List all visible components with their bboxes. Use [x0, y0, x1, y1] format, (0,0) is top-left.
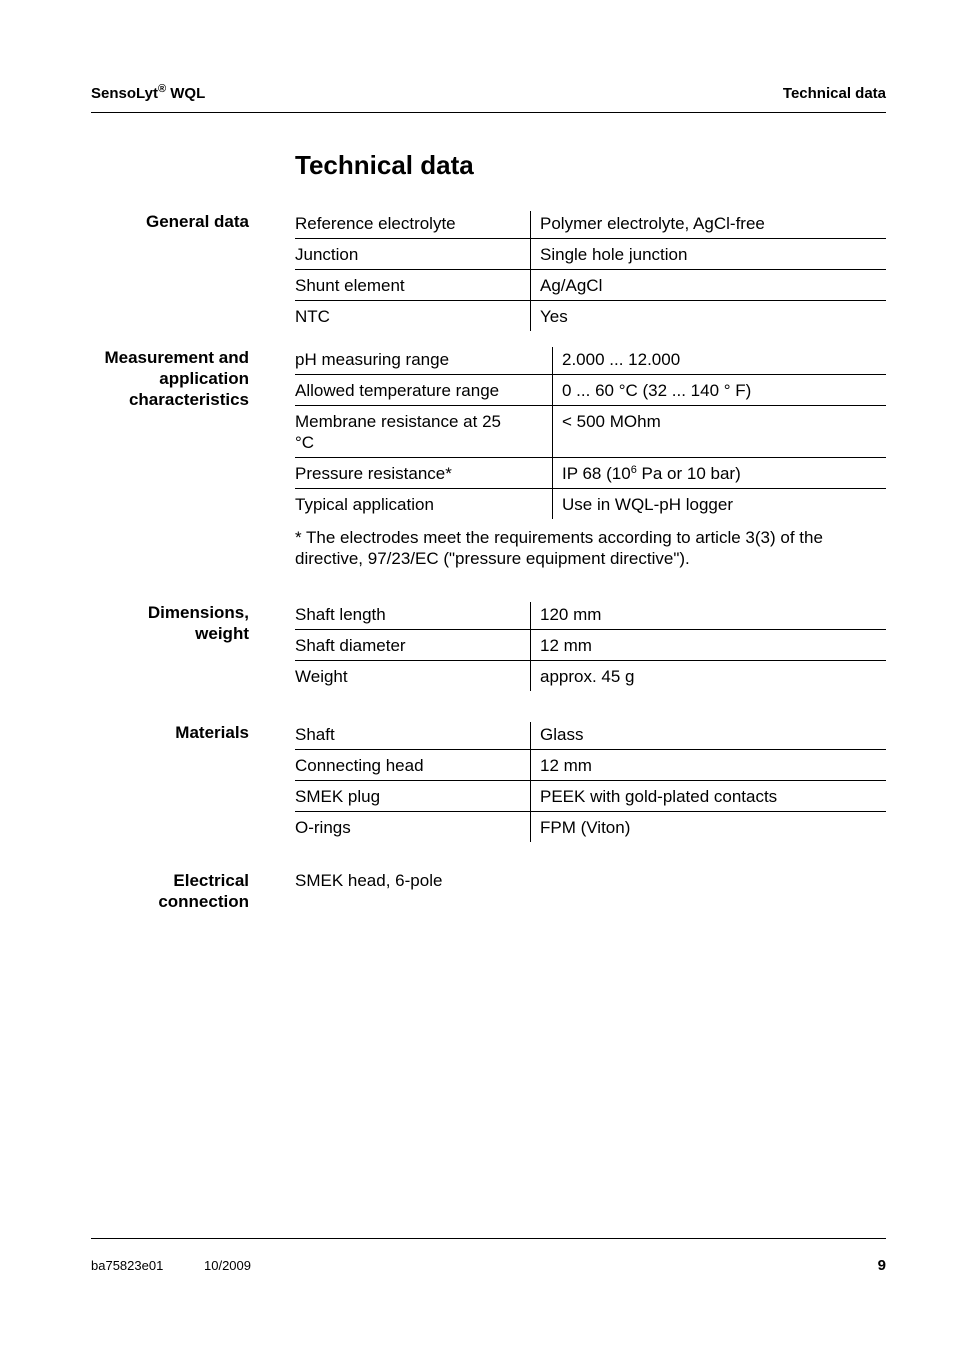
- spec-value: Single hole junction: [531, 239, 887, 270]
- spec-key: Junction: [295, 239, 531, 270]
- spec-value: Glass: [531, 722, 887, 750]
- side-heading-line: Measurement and: [104, 348, 249, 367]
- side-heading-dimensions: [69, 602, 249, 644]
- footer-doc-id: ba75823e01: [91, 1258, 164, 1273]
- side-heading-materials: Materials: [175, 723, 249, 742]
- table-row: [295, 301, 886, 332]
- spec-key: pH measuring range: [295, 350, 450, 369]
- table-row: [295, 630, 886, 661]
- spec-key: Shaft diameter: [295, 630, 531, 661]
- spec-key: Shaft length: [295, 605, 386, 624]
- footer-rule: [91, 1238, 886, 1239]
- spec-key: Membrane resistance at 25 °C: [295, 406, 553, 458]
- spec-key: O-rings: [295, 812, 531, 843]
- table-row: [295, 239, 886, 270]
- materials-table: [295, 722, 886, 842]
- spec-value: Polymer electrolyte, AgCl-free: [531, 211, 887, 239]
- spec-key: Shaft: [295, 725, 335, 744]
- spec-key: Allowed temperature range: [295, 375, 553, 406]
- spec-value-text: IP 68 (10: [562, 464, 631, 483]
- side-heading-line: weight: [195, 624, 249, 643]
- running-header-section: Technical data: [782, 85, 886, 102]
- table-row: [295, 406, 886, 458]
- spec-value-text: Pa or 10 bar): [636, 464, 741, 483]
- spec-key: Reference electrolyte: [295, 214, 456, 233]
- spec-key: Weight: [295, 661, 531, 692]
- measurement-table: [295, 347, 886, 519]
- side-heading-measurement: [69, 347, 249, 410]
- running-header-product: SensoLyt® WQL: [91, 83, 206, 102]
- table-row: [295, 722, 886, 750]
- spec-value: 12 mm: [531, 750, 887, 781]
- spec-value: FPM (Viton): [531, 812, 887, 843]
- electrical-connection-value: SMEK head, 6-pole: [295, 871, 443, 890]
- table-row: [295, 812, 886, 843]
- table-row: [295, 661, 886, 692]
- side-heading-line: characteristics: [128, 390, 249, 409]
- side-heading-general: General data: [146, 212, 249, 231]
- table-row: [295, 347, 886, 375]
- spec-key: NTC: [295, 301, 531, 332]
- spec-value: < 500 MOhm: [553, 406, 887, 458]
- spec-value: Use in WQL-pH logger: [553, 489, 887, 520]
- spec-value: 2.000 ... 12.000: [553, 347, 887, 375]
- table-row: [295, 270, 886, 301]
- table-row: [295, 602, 886, 630]
- side-heading-electrical: [69, 870, 249, 912]
- spec-key: Pressure resistance*: [295, 458, 553, 489]
- side-heading-line: Dimensions,: [147, 603, 249, 622]
- spec-value: PEEK with gold-plated contacts: [531, 781, 887, 812]
- spec-value: 120 mm: [531, 602, 887, 630]
- spec-value: 12 mm: [531, 630, 887, 661]
- table-row: [295, 489, 886, 520]
- footer-date: 10/2009: [204, 1258, 251, 1273]
- table-row: [295, 750, 886, 781]
- side-heading-line: connection: [158, 892, 249, 911]
- spec-value: approx. 45 g: [531, 661, 887, 692]
- spec-value: Ag/AgCl: [531, 270, 887, 301]
- table-row: [295, 375, 886, 406]
- spec-value: Yes: [531, 301, 887, 332]
- pressure-footnote: * The electrodes meet the requirements according to article 3(3) of the directive, 97/23/EC ("pressure equipment directive").: [295, 528, 823, 568]
- page-number: 9: [877, 1257, 886, 1274]
- table-row: [295, 211, 886, 239]
- exponent: 6: [630, 464, 637, 476]
- header-rule: [91, 112, 886, 113]
- general-data-table: [295, 211, 886, 331]
- page-title: Technical data: [295, 150, 474, 180]
- side-heading-line: application: [159, 369, 249, 388]
- spec-value: [553, 458, 887, 489]
- spec-value: 0 ... 60 °C (32 ... 140 ° F): [553, 375, 887, 406]
- spec-key: Connecting head: [295, 750, 531, 781]
- dimensions-table: [295, 602, 886, 691]
- spec-key: Typical application: [295, 489, 553, 520]
- table-row: [295, 458, 886, 489]
- spec-key: Shunt element: [295, 270, 531, 301]
- side-heading-line: Electrical: [173, 871, 249, 890]
- table-row: [295, 781, 886, 812]
- spec-key: SMEK plug: [295, 781, 531, 812]
